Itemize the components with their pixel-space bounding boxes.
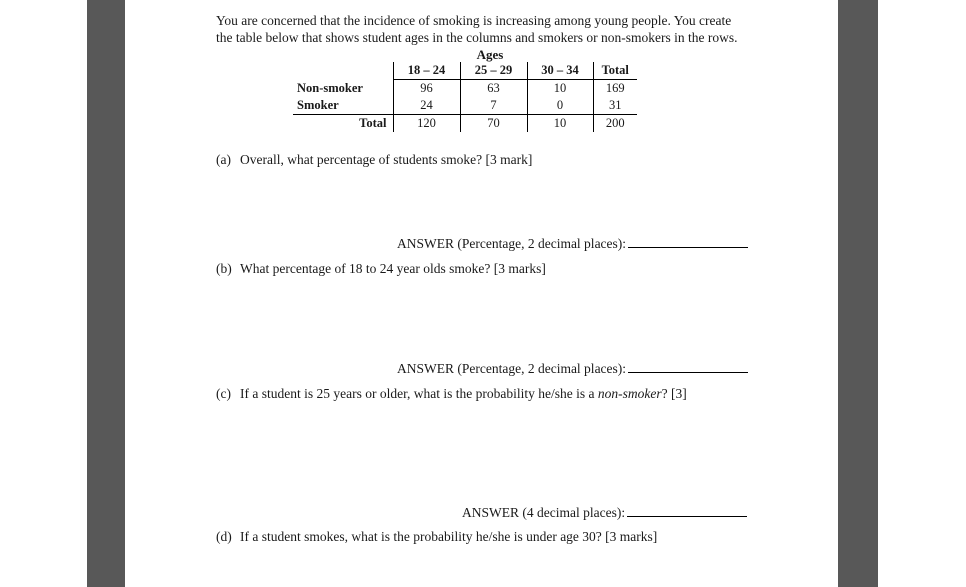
table-row (293, 115, 637, 133)
intro-line-2: the table below that shows student ages in the columns and smokers or non-smokers in the rows. (216, 30, 738, 45)
question-label: (c) (216, 386, 231, 401)
column-header: Total (593, 62, 637, 80)
table-row (293, 97, 637, 115)
ages-header: Ages (476, 47, 504, 62)
table-cell: 0 (527, 97, 593, 115)
table-row (293, 80, 637, 98)
answer-c (462, 504, 747, 521)
question-label: (d) (216, 529, 232, 544)
row-label: Total (359, 116, 387, 130)
left-dark-margin (87, 0, 125, 587)
row-label: Smoker (293, 97, 393, 115)
answer-blank-c[interactable] (627, 505, 747, 517)
answer-blank-a[interactable] (628, 236, 748, 248)
question-label: (a) (216, 152, 231, 167)
table-cell: 10 (527, 115, 593, 133)
question-c (216, 385, 687, 402)
smoking-table (293, 62, 637, 132)
question-emphasis: non-smoker (597, 386, 662, 401)
table-header-row (293, 62, 637, 80)
table-cell: 7 (460, 97, 527, 115)
question-d (216, 528, 657, 545)
column-header: 30 – 34 (527, 62, 593, 80)
table-cell: 96 (393, 80, 460, 98)
question-text-end: ? [3] (661, 386, 687, 401)
question-text: Overall, what percentage of students smoke? [3 mark] (240, 152, 533, 167)
table-cell: 169 (593, 80, 637, 98)
answer-label: ANSWER (Percentage, 2 decimal places): (397, 361, 627, 376)
intro-line-1: You are concerned that the incidence of smoking is increasing among young people. You create (216, 13, 732, 28)
table-cell: 63 (460, 80, 527, 98)
table-cell: 31 (593, 97, 637, 115)
question-text: If a student is 25 years or older, what is the probability he/she is a (240, 386, 598, 401)
table-cell: 10 (527, 80, 593, 98)
answer-a (397, 235, 748, 252)
table-cell: 200 (593, 115, 637, 133)
question-label: (b) (216, 261, 232, 276)
right-dark-margin (838, 0, 878, 587)
answer-b (397, 360, 748, 377)
answer-label: ANSWER (Percentage, 2 decimal places): (397, 236, 627, 251)
intro-paragraph (216, 12, 756, 46)
table-cell: 24 (393, 97, 460, 115)
answer-blank-b[interactable] (628, 361, 748, 373)
question-text: What percentage of 18 to 24 year olds smoke? [3 marks] (240, 261, 546, 276)
answer-label: ANSWER (4 decimal places): (462, 505, 626, 520)
question-a (216, 151, 532, 168)
table-cell: 120 (393, 115, 460, 133)
row-label: Non-smoker (297, 80, 363, 95)
table-cell: 70 (460, 115, 527, 133)
column-header: 18 – 24 (393, 62, 460, 80)
question-b (216, 260, 546, 277)
question-text: If a student smokes, what is the probability he/she is under age 30? [3 marks] (240, 529, 658, 544)
column-header: 25 – 29 (460, 62, 527, 80)
table-corner-cell (293, 62, 393, 80)
